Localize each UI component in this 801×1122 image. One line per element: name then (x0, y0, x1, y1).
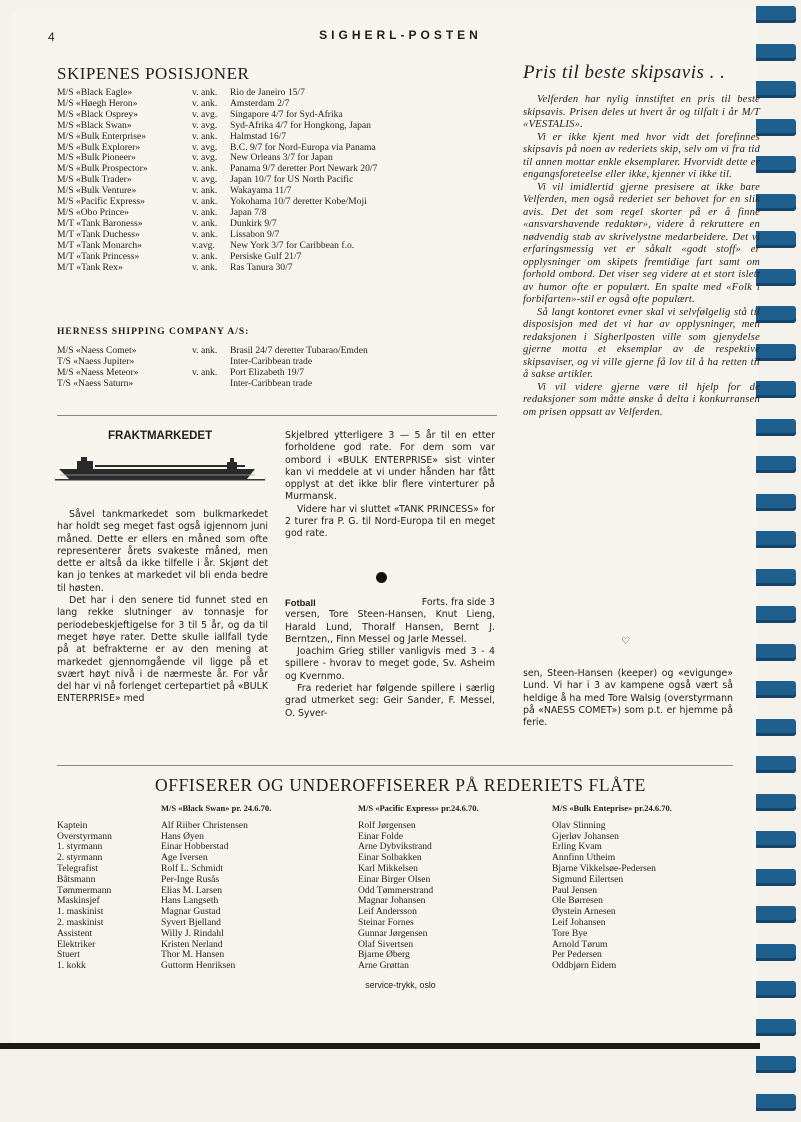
position-status: v. avg. (192, 108, 218, 120)
crew-member-name: Sigmund Eilertsen (552, 873, 624, 885)
crew-member-name: Age Iversen (161, 852, 208, 864)
position-status (192, 379, 230, 390)
crew-member-name: Rolf L. Schmidt (161, 862, 224, 874)
position-status: v. avg. (192, 141, 218, 153)
crew-member-name: Bjarne Vikkelsøe-Pedersen (552, 862, 656, 874)
ship-name: M/T «Tank Duchess» (57, 228, 140, 240)
binder-ring (756, 344, 796, 361)
crew-member-name: Bjarne Øberg (358, 949, 410, 961)
binder-ring (756, 944, 796, 961)
crew-member-name: Einar Birger Olsen (358, 873, 431, 885)
ship-name: M/S «Bulk Enterprise» (57, 130, 147, 142)
binder-ring (756, 606, 796, 623)
officers-ship-column (552, 803, 672, 972)
officer-rank: 1. styrmann (57, 841, 103, 853)
position-location: Syd-Afrika 4/7 for Hongkong, Japan (230, 119, 371, 131)
crew-member-name: Magnar Johansen (358, 895, 426, 907)
officer-rank: Elektriker (57, 938, 96, 950)
binder-ring (756, 381, 796, 398)
officer-rank: 1. kokk (57, 960, 86, 972)
binder-ring (756, 681, 796, 698)
position-status: v. ank. (192, 206, 218, 218)
ship-name: M/S «Black Osprey» (57, 108, 139, 120)
page-number: 4 (48, 30, 55, 44)
crew-member-name: Arne Grøttan (358, 960, 409, 972)
tanker-ship-illustration (55, 452, 265, 482)
fraktmarkedet-paragraph: Videre har vi sluttet «TANK PRINCESS» for 2 turer fra P. G. til Nord-Europa til en meget god rate. (285, 503, 495, 540)
position-location: Lissabon 9/7 (230, 228, 280, 240)
pris-paragraph: Så langt kontoret evner skal vi selvfølgelig stå til disposisjon med det vi har av opplysninger, men redaksjonen i Sigherlposten ville som gjenydelse gjerne motta et eksemplar av de respektive skipsaviser, og vi ville gjerne få lov til å ha retten til å sakse artikler. (523, 306, 760, 380)
ship-position-row (57, 241, 377, 252)
binder-ring (756, 6, 796, 23)
ship-name: M/S «Black Eagle» (57, 87, 133, 98)
officer-rank: Tømmermann (57, 884, 112, 896)
ship-position-row (57, 132, 377, 143)
binder-ring (756, 44, 796, 61)
ornament-icon: ♡ (621, 636, 630, 647)
herness-table (57, 346, 368, 390)
position-status: v. ank. (192, 366, 218, 378)
position-status: v. ank. (192, 97, 218, 109)
section-divider (57, 415, 497, 416)
fotball-heading (285, 597, 495, 609)
binder-ring (756, 756, 796, 773)
binder-ring (756, 644, 796, 661)
crew-member-name: Magnar Gustad (161, 906, 221, 918)
ship-name: T/S «Naess Saturn» (57, 377, 134, 389)
position-status: v. avg. (192, 152, 218, 164)
crew-member-name: Einar Folde (358, 830, 404, 842)
position-location: Ras Tanura 30/7 (230, 261, 293, 273)
position-status: v. ank. (192, 250, 218, 262)
position-location: Rio de Janeiro 15/7 (230, 87, 305, 98)
ship-name: M/S «Bulk Trader» (57, 174, 132, 186)
officer-rank: 1. maskinist (57, 906, 104, 918)
crew-member-name: Syvert Bjelland (161, 916, 221, 928)
position-location: Inter-Caribbean trade (230, 355, 313, 367)
crew-member-name: Per-Inge Rusås (161, 873, 220, 885)
binder-ring (756, 1056, 796, 1073)
binder-ring (756, 569, 796, 586)
crew-member-name: Kristen Nerland (161, 938, 223, 950)
crew-member-name: Guttorm Henriksen (161, 960, 236, 972)
binder-ring (756, 831, 796, 848)
crew-member-name: Per Pedersen (552, 949, 602, 961)
position-location: Wakayama 11/7 (230, 185, 292, 197)
position-status: v. ank. (192, 261, 218, 273)
crew-member-name: Odd Tømmerstrand (358, 884, 434, 896)
crew-member-name: Gjerløv Johansen (552, 830, 619, 842)
position-location: New Orleans 3/7 for Japan (230, 152, 333, 164)
binder-ring (756, 119, 796, 136)
binder-ring (756, 194, 796, 211)
binder-ring (756, 494, 796, 511)
fraktmarkedet-column-2 (285, 430, 495, 541)
fraktmarkedet-column-1 (57, 509, 268, 706)
binder-ring (756, 231, 796, 248)
crew-member-name: Gunnar Jørgensen (358, 927, 428, 939)
printer-credit: service-trykk, oslo (365, 980, 436, 990)
ship-position-row (57, 263, 377, 274)
crew-member-name: Tore Bye (552, 927, 588, 939)
crew-member-name: Leif Johansen (552, 916, 606, 928)
officers-ranks (57, 803, 112, 972)
pris-paragraph: Velferden har nylig innstiftet en pris til beste skipsavis. Prisen deles ut hvert år og tilfalt i år M/T «VESTALIS». (523, 94, 760, 130)
fotball-paragraph: sen, Steen-Hansen (keeper) og «evigunge» Lund. Vi har i 3 av kampene også vært så heldige å ha med Tore Walsig (overstyrmann på «NAESS COMET») som p.t. er hjemme på ferie. (523, 668, 733, 729)
ship-name: M/S «Bulk Explorer» (57, 141, 141, 153)
officer-rank: Assistent (57, 927, 93, 939)
positions-title: SKIPENES POSISJONER (57, 64, 250, 83)
officer-rank: Båtsmann (57, 873, 96, 885)
position-status: v. avg. (192, 174, 218, 186)
ship-name: M/S «Naess Comet» (57, 345, 137, 356)
position-status: v. ank. (192, 185, 218, 197)
officers-ship-column (161, 803, 271, 972)
pris-paragraph: Vi vil videre gjerne være til hjelp for de redaksjoner som måtte ønske å delta i konkurransen om prisen oppsatt av Velferden. (523, 381, 760, 418)
ship-name: M/S «Pacific Express» (57, 196, 145, 208)
officer-rank: Maskinsjef (57, 895, 100, 907)
crew-member-name: Olaf Sivertsen (358, 938, 414, 950)
position-status: v. ank. (192, 345, 218, 356)
crew-member-name: Thor M. Hansen (161, 949, 225, 961)
page-bottom-edge (0, 1043, 760, 1049)
fotball-article (285, 597, 495, 720)
crew-member-name: Hans Langseth (161, 895, 219, 907)
crew-member-name: Olav Slinning (552, 819, 606, 831)
ship-position-row (57, 379, 368, 390)
binder-ring (756, 81, 796, 98)
position-location: Brasil 24/7 deretter Tubarao/Emden (230, 345, 368, 356)
binder-ring (756, 531, 796, 548)
crew-member-name: Rolf Jørgensen (358, 819, 416, 831)
bullet-separator (376, 572, 387, 583)
binder-ring (756, 419, 796, 436)
crew-member-name: Arne Dybvikstrand (358, 841, 432, 853)
positions-table (57, 88, 377, 273)
fotball-title: Fotball (285, 597, 316, 608)
binder-rings (756, 0, 801, 1122)
position-status: v. ank. (192, 130, 218, 142)
ship-name: M/S «Høegh Heron» (57, 97, 138, 109)
ship-position-row (57, 121, 377, 132)
position-status: v. ank. (192, 196, 218, 208)
crew-member-name: Paul Jensen (552, 884, 598, 896)
ship-name: M/S «Naess Meteor» (57, 366, 139, 378)
binder-ring (756, 306, 796, 323)
officer-rank: Telegrafist (57, 862, 98, 874)
spacer (57, 803, 112, 814)
ship-crew-header: M/S «Black Swan» pr. 24.6.70. (161, 803, 272, 813)
position-location: Inter-Caribbean trade (230, 377, 313, 389)
fraktmarkedet-title: FRAKTMARKEDET (108, 430, 213, 442)
ship-name: M/S «Black Swan» (57, 119, 132, 131)
crew-member-name: Annfinn Utheim (552, 852, 616, 864)
officer-rank: Kaptein (57, 819, 88, 831)
ship-name: M/S «Bulk Prospector» (57, 163, 148, 175)
position-location: Dunkirk 9/7 (230, 217, 277, 229)
pris-article (523, 94, 760, 419)
position-location: Singapore 4/7 for Syd-Afrika (230, 108, 343, 120)
pris-title: Pris til beste skipsavis . . (523, 62, 726, 83)
crew-member-name: Øystein Arnesen (552, 906, 616, 918)
officers-title: OFFISERER OG UNDEROFFISERER PÅ REDERIETS FLÅTE (155, 775, 646, 795)
crew-member-name: Alf Riiber Christensen (161, 819, 248, 831)
position-location: Amsterdam 2/7 (230, 97, 290, 109)
position-location: Port Elizabeth 19/7 (230, 366, 305, 378)
crew-member-name: Steinar Fornes (358, 916, 414, 928)
crew-member-name: Willy J. Rindahl (161, 927, 224, 939)
position-status: v. ank. (192, 217, 218, 229)
binder-ring (756, 906, 796, 923)
position-location: Japan 7/8 (230, 206, 267, 218)
binder-ring (756, 269, 796, 286)
position-status: v. ank. (192, 87, 218, 98)
ship-crew-header: M/S «Pacific Express» pr.24.6.70. (358, 803, 479, 813)
binder-ring (756, 1094, 796, 1111)
crew-member-name: Ole Børresen (552, 895, 603, 907)
position-location: New York 3/7 for Caribbean f.o. (230, 239, 355, 251)
ship-crew-header: M/S «Bulk Enteprise» pr.24.6.70. (552, 803, 672, 813)
officer-rank: 2. styrmann (57, 852, 103, 864)
ship-name: M/T «Tank Baroness» (57, 217, 143, 229)
position-status: v. ank. (192, 163, 218, 175)
position-location: B.C. 9/7 for Nord-Europa via Panama (230, 141, 376, 153)
crew-member-name: Elias M. Larsen (161, 884, 223, 896)
masthead: SIGHERL-POSTEN (319, 28, 482, 42)
fraktmarkedet-paragraph: Såvel tankmarkedet som bulkmarkedet har holdt seg meget fast også igjennom juni måned. Dette er ellers en måned som ofte representerer årets svakeste måned, men dette er altså da ikke tilfelle i år. Skjønt det kan jo tenkes at markedet vil bli enda bedre til høsten. (57, 509, 268, 594)
pris-paragraph: Vi er ikke kjent med hvor vidt det forefinnes skipsavis på noen av rederiets skip, selv om vi fra tid til annen mottar enkle eksemplarer. Hvorvidt dette er engangsforeteelse eller ikke, kjenner vi ikke til. (523, 131, 760, 180)
binder-ring (756, 1019, 796, 1036)
position-location: Panama 9/7 deretter Port Newark 20/7 (230, 163, 378, 175)
position-status: v.avg. (192, 239, 215, 251)
fotball-paragraph: Joachim Grieg stiller vanligvis med 3 - 4 spillere - hvorav to meget gode, Sv. Asheim og Kvernmo. (285, 646, 495, 682)
ship-name: T/S «Naess Jupiter» (57, 355, 135, 367)
fotball-continuation (523, 668, 733, 729)
fraktmarkedet-paragraph: Det har i den senere tid funnet sted en lang rekke slutninger av tonnasje for periodebeskjeftigelse for 3 til 5 år, og da til meget høye rater. Dette skulle iallfall tyde på at befrakterne er av den mening at markedet gjennomgående vil ligge på et svært høyt nivå i de nærmeste år. For vår del har vi nå forlenget certepartiet på «BULK ENTERPRISE» med (57, 595, 268, 705)
crew-member-name: Karl Mikkelsen (358, 862, 418, 874)
section-divider (57, 765, 733, 766)
officer-rank: 2. maskinist (57, 916, 104, 928)
position-status: v. ank. (192, 228, 218, 240)
ship-position-row (57, 252, 377, 263)
binder-ring (756, 456, 796, 473)
pris-paragraph: Vi vil imidlertid gjerne presisere at ikke bare Velferden, men også rederiet ser behovet for en slik avis. Det det som regel skorter på er å finne «ansvarshavende redaktør», videre å rekruttere en nødvendig stab av skrivelystne medarbeidere. Det vi erfaringsmessig vet er såkalt «godt stoff» er opplysninger om skipets fremtidige fart samt om forhold ombord. Det viser seg videre at et stort islett av humor ofte er populært. En spalte med «Folk i forbifarten»-stil er også ofte populært. (523, 181, 760, 305)
ship-name: M/S «Obo Prince» (57, 206, 129, 218)
binder-ring (756, 794, 796, 811)
position-location: Japan 10/7 for US North Pacific (230, 174, 354, 186)
crew-member-name: Hans Øyen (161, 830, 204, 842)
crew-member-name: Arnold Tørum (552, 938, 608, 950)
officers-ship-column (358, 803, 479, 972)
fotball-paragraph: versen, Tore Steen-Hansen, Knut Lieng, Harald Lund, Thoralf Hansen, Bernt J. Berntzen,, Finn Messel og Jarle Messel. (285, 609, 495, 645)
herness-title: HERNESS SHIPPING COMPANY A/S: (57, 327, 250, 337)
ship-name: M/T «Tank Monarch» (57, 239, 142, 251)
crew-member-name: Erling Kvam (552, 841, 602, 853)
binder-ring (756, 719, 796, 736)
ship-name: M/T «Tank Princess» (57, 250, 140, 262)
fraktmarkedet-paragraph: Skjelbred ytterligere 3 — 5 år til en etter forholdene god rate. For dem som var ombord i «BULK ENTERPRISE» sist vinter kan vi meddele at vi under hånden har fått opplyst at det ikke blir flere vinterturer på Murmansk. (285, 430, 495, 503)
position-location: Halmstad 16/7 (230, 130, 287, 142)
binder-ring (756, 156, 796, 173)
fotball-continued: Forts. fra side 3 (421, 597, 495, 608)
crew-member-name: Einar Solbakken (358, 852, 422, 864)
ship-name: M/S «Bulk Pioneer» (57, 152, 136, 164)
position-location: Yokohama 10/7 deretter Kobe/Moji (230, 196, 367, 208)
crew-member-name: Einar Hobberstad (161, 841, 229, 853)
crew-member-name: Oddbjørn Eidem (552, 960, 617, 972)
position-location: Persiske Gulf 21/7 (230, 250, 302, 262)
crew-member-name: Leif Andersson (358, 906, 417, 918)
position-status: v. avg. (192, 119, 218, 131)
binder-ring (756, 869, 796, 886)
officer-rank: Overstyrmann (57, 830, 112, 842)
fotball-paragraph: Fra rederiet har følgende spillere i særlig grad utmerket seg: Geir Sander, F. Messel, O. Syver- (285, 683, 495, 719)
ship-name: M/T «Tank Rex» (57, 261, 123, 273)
ship-name: M/S «Bulk Venture» (57, 185, 137, 197)
officer-rank: Stuert (57, 949, 80, 961)
